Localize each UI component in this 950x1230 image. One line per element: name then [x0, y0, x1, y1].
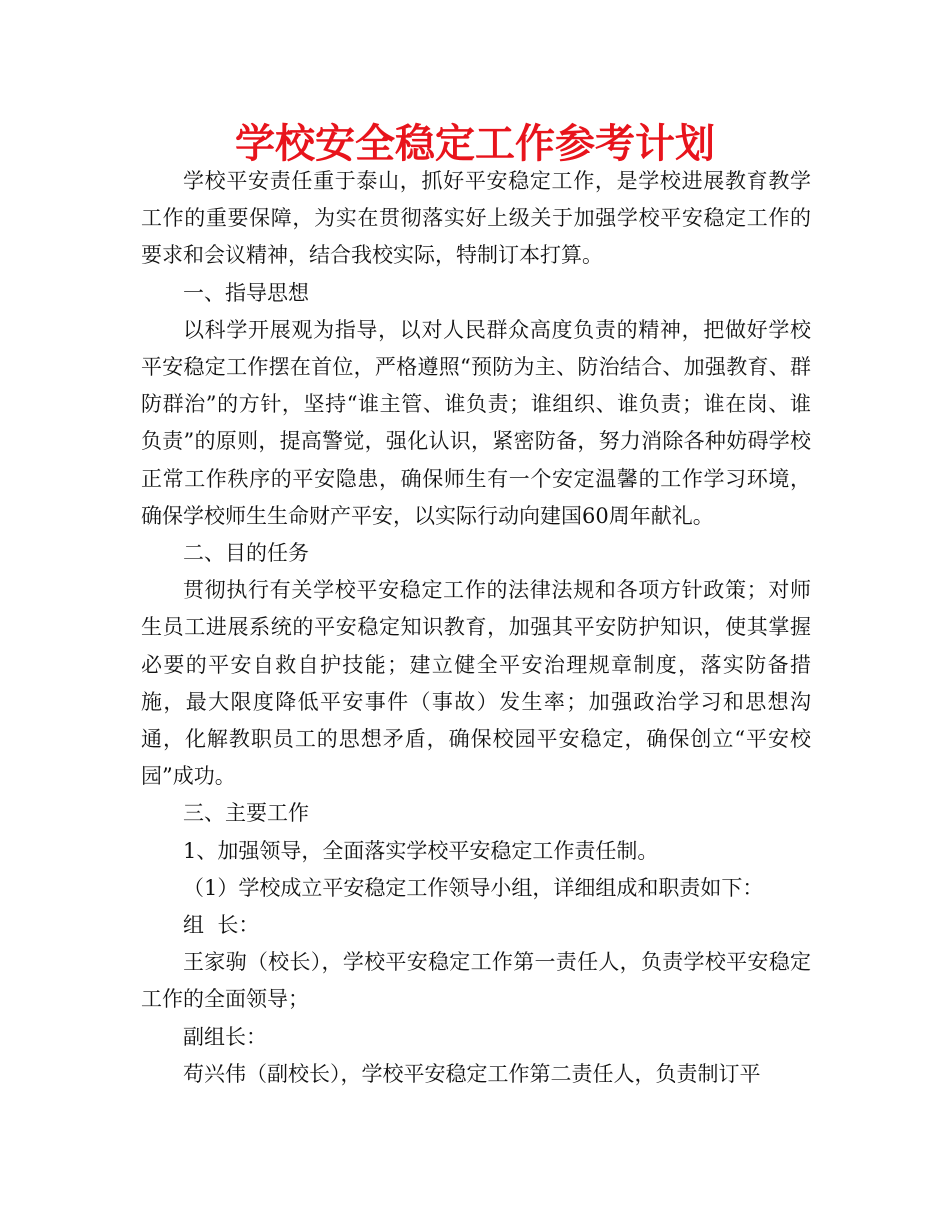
intro-paragraph: 学校平安责任重于泰山，抓好平安稳定工作，是学校进展教育教学工作的重要保障，为实在贯彻落实好上级关于加强学校平安稳定工作的要求和会议精神，结合我校实际，特制订本打算。 — [141, 169, 811, 268]
section-heading-guiding-ideology: 一、指导思想 — [183, 280, 309, 305]
deputy-leader-description: 苟兴伟（副校长），学校平安稳定工作第二责任人，负责制订平 — [183, 1061, 761, 1086]
document-title: 学校安全稳定工作参考计划 — [235, 121, 715, 167]
leader-description: 王家驹（校长），学校平安稳定工作第一责任人，负责学校平安稳定工作的全面领导； — [141, 950, 811, 1012]
document-body — [141, 163, 811, 1093]
section-heading-main-work: 三、主要工作 — [183, 801, 309, 826]
section-heading-objectives: 二、目的任务 — [183, 541, 309, 566]
main-work-subitem-1: （1）学校成立平安稳定工作领导小组，详细组成和职责如下： — [183, 875, 764, 900]
main-work-item-1: 1、加强领导，全面落实学校平安稳定工作责任制。 — [183, 838, 659, 863]
guiding-ideology-paragraph: 以科学开展观为指导，以对人民群众高度负责的精神，把做好学校平安稳定工作摆在首位，严格遵照“预防为主、防治结合、加强教育、群防群治”的方针，坚持“谁主管、谁负责；谁组织、谁负责；谁在岗、谁负责”的原则，提高警觉，强化认识，紧密防备，努力消除各种妨碍学校正常工作秩序的平安隐患，确保师生有一个安定温馨的工作学习环境，确保学校师生生命财产平安，以实际行动向建国60周年献礼。 — [141, 317, 811, 528]
role-label-leader: 组 长： — [183, 913, 260, 938]
objectives-paragraph: 贯彻执行有关学校平安稳定工作的法律法规和各项方针政策；对师生员工进展系统的平安稳定知识教育，加强其平安防护知识，使其掌握必要的平安自救自护技能；建立健全平安治理规章制度，落实防备措施，最大限度降低平安事件（事故）发生率；加强政治学习和思想沟通，化解教职员工的思想矛盾，确保校园平安稳定，确保创立“平安校园”成功。 — [141, 578, 811, 789]
role-label-deputy-leader: 副组长： — [183, 1024, 267, 1049]
